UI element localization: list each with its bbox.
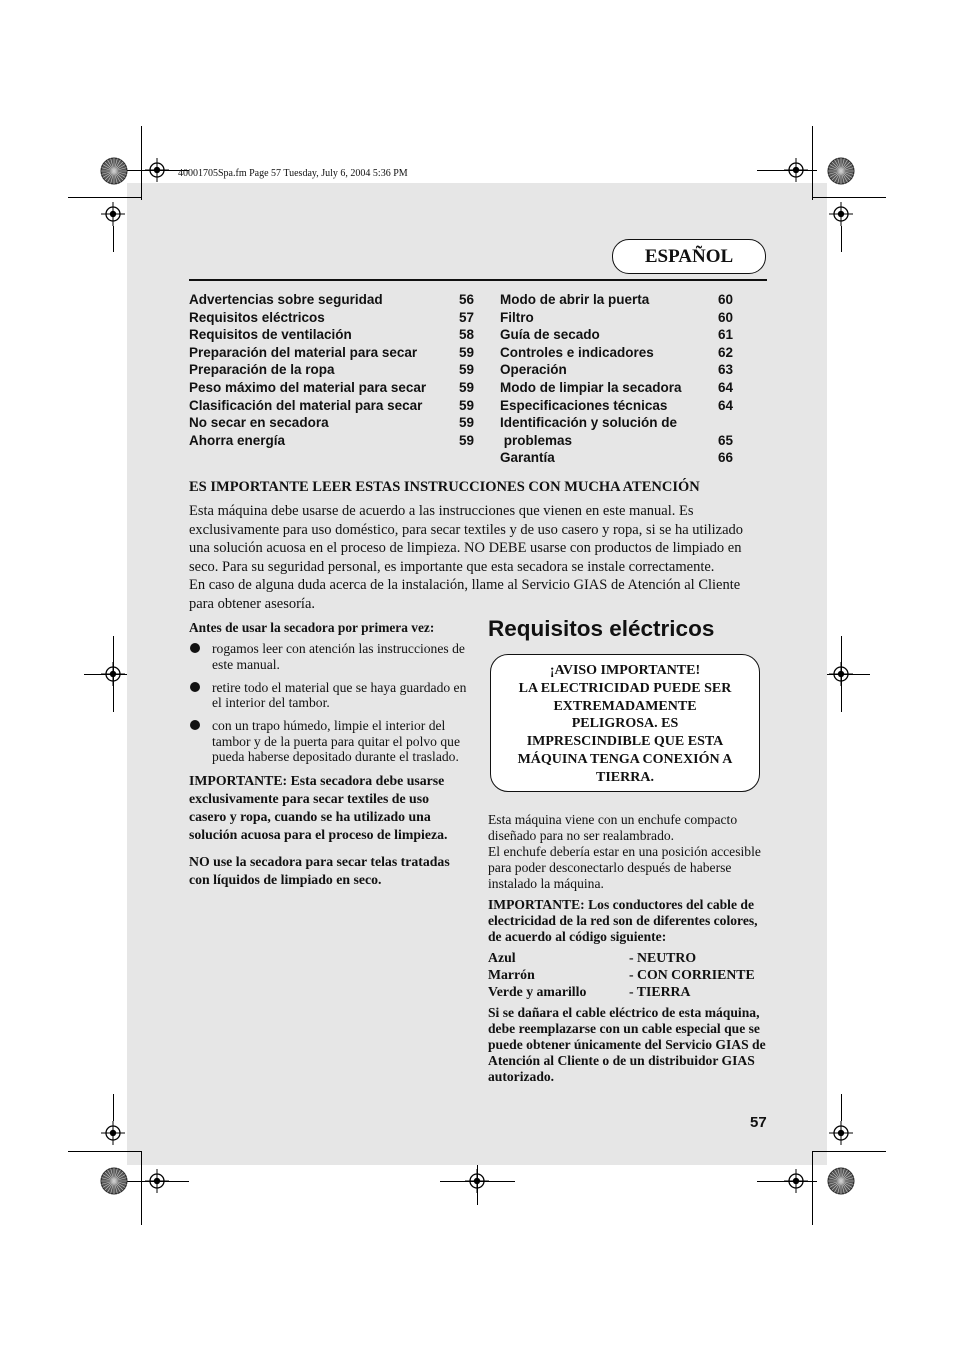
wire-row [488,949,770,966]
warning-line: MÁQUINA TENGA CONEXIÓN A [517,751,733,767]
warning-line: ¡AVISO IMPORTANTE! [549,663,701,678]
toc-entry-page: 60 [718,309,734,325]
list-item [189,718,469,764]
toc-entry-label: Operación [500,362,567,378]
crop-line [141,126,142,200]
toc-entry [500,344,740,362]
toc-entry-page: 59 [459,432,475,448]
toc-entry-page: 57 [459,309,475,325]
list-item [189,680,469,711]
list-item [189,641,469,672]
color-target-icon [100,157,128,185]
wire-meaning: - TIERRA [629,984,691,1000]
intro-text [189,502,767,613]
dry-clean-warning: NO use la secadora para secar telas tratadas con líquidos de limpiado en seco. [189,854,450,888]
list-item-text: con un trapo húmedo, limpie el interior del tambor y de la puerta para quitar el polvo que pueda haberse depositado durante el traslado. [212,718,460,765]
list-item-text: retire todo el material que se haya guardado en el interior del tambor. [212,679,467,711]
toc-entry [189,291,477,309]
cable-colors-note: IMPORTANTE: Los conductores del cable de electricidad de la red son de diferentes colores, de acuerdo al código siguiente: [488,896,758,944]
warning-line: IMPRESCINDIBLE QUE ESTA [526,734,724,750]
toc-left-column [189,291,477,449]
toc-entry-label: Requisitos eléctricos [189,309,325,325]
wire-row [488,966,770,983]
toc-entry-label: Requisitos de ventilación [189,327,352,343]
warning-line: LA ELECTRICIDAD PUEDE SER [518,680,732,696]
toc-entry-page: 61 [718,327,734,343]
wire-meaning: - NEUTRO [629,949,697,965]
toc-entry [500,291,740,309]
electric-warning-box [490,654,760,792]
toc-entry-page: 58 [459,327,475,343]
page-number: 57 [750,1114,767,1131]
plug-paragraph: Esta máquina viene con un enchufe compacto diseñado para no ser realambrado. [488,811,738,843]
wire-color-table [488,949,770,1001]
toc-entry [500,397,740,415]
toc-entry-page: 66 [718,450,734,466]
toc-entry-page: 62 [718,344,734,360]
crop-line [113,226,114,252]
crop-line [68,1151,141,1152]
toc-entry [500,449,740,467]
toc-entry [189,361,477,379]
bullet-icon [190,643,200,653]
right-column [488,614,770,1085]
crop-line [477,1165,478,1205]
important-usage-note: IMPORTANTE: Esta secadora debe usarse exclusivamente para secar textiles de uso casero y ropa, cuando se ha utilizado una solución acuosa para el proceso de limpieza. [189,773,448,843]
toc-right-column [500,291,740,467]
color-target-icon [827,157,855,185]
toc-entry-page: 63 [718,362,734,378]
toc-entry [189,379,477,397]
important-heading: ES IMPORTANTE LEER ESTAS INSTRUCCIONES CON MUCHA ATENCIÓN [189,479,700,495]
warning-line: EXTREMADAMENTE [553,698,697,714]
toc-entry-label: Guía de secado [500,327,600,343]
intro-paragraph: En caso de alguna duda acerca de la instalación, llame al Servicio GIAS de Atención al Cliente para obtener asesoría. [189,577,741,612]
intro-paragraph: Esta máquina debe usarse de acuerdo a las instrucciones que vienen en este manual. Es exclusivamente para uso doméstico, para secar textiles y de uso casero y ropa, si se ha utilizado una solución acuosa en el proceso de limpieza. NO DEBE usarse con productos de limpiado en seco. Para su seguridad personal, es importante que esta secadora se instale correctamente. [189,503,744,575]
toc-entry [189,309,477,327]
color-target-icon [100,1167,128,1195]
toc-entry-label: Filtro [500,309,534,325]
wire-meaning: - CON CORRIENTE [629,966,755,982]
toc-entry-page: 56 [459,292,475,307]
first-use-subheading: Antes de usar la secadora por primera vez: [189,620,435,635]
header-rule [189,279,767,281]
toc-entry [500,414,740,432]
toc-entry [189,326,477,344]
toc-entry-page: 59 [459,362,475,378]
registration-mark-icon [101,662,125,686]
crop-line [813,197,886,198]
toc-entry-page: 65 [718,432,734,448]
section-title: Requisitos eléctricos [488,616,715,641]
crop-line [440,1181,515,1182]
toc-entry [500,361,740,379]
warning-line: TIERRA. [596,769,654,785]
toc-entry [189,432,477,450]
wire-color: Azul [488,949,516,965]
registration-mark-icon [101,202,125,226]
left-column [189,620,469,898]
crop-line [127,1181,189,1182]
crop-line [841,1094,842,1121]
toc-entry-page: 60 [718,292,734,307]
toc-entry-page: 59 [459,379,475,395]
toc-entry [500,379,740,397]
registration-mark-icon [829,662,853,686]
crop-line [113,1094,114,1121]
toc-entry-label: Advertencias sobre seguridad [189,292,383,307]
crop-line [812,1151,813,1225]
toc-entry-page: 64 [718,379,734,395]
toc-entry-label: Identificación y solución de [500,415,678,431]
bullet-icon [190,720,200,730]
toc-entry-label: Preparación de la ropa [189,362,335,378]
toc-entry [500,326,740,344]
crop-line [757,1181,817,1182]
crop-line [841,226,842,252]
plug-paragraph: El enchufe debería estar en una posición accesible para poder desconectarlo después de haberse instalado la máquina. [488,843,761,891]
toc-entry-page: 64 [718,397,734,413]
toc-entry [500,309,740,327]
toc-entry-page: 59 [459,344,475,360]
toc-entry-label: Controles e indicadores [500,344,654,360]
toc-entry-label: Modo de abrir la puerta [500,292,650,307]
registration-mark-icon [145,158,169,182]
toc-entry [189,397,477,415]
toc-entry-page: 59 [459,397,475,413]
wire-row [488,983,770,1000]
damaged-cable-note: Si se dañara el cable eléctrico de esta máquina, debe reemplazarse con un cable especial que se puede obtener únicamente del Servicio GIAS de Atención al Cliente o de un distribuidor GIAS autorizado. [488,1005,766,1085]
toc-entry-label: No secar en secadora [189,415,329,431]
wire-color: Verde y amarillo [488,984,587,1000]
warning-line: PELIGROSA. ES [571,716,679,732]
bullet-icon [190,682,200,692]
toc-entry-label: Preparación del material para secar [189,344,418,360]
list-item-text: rogamos leer con atención las instrucciones de este manual. [212,641,465,672]
first-use-list [189,641,469,764]
toc-entry [189,344,477,362]
toc-entry-label: Peso máximo del material para secar [189,379,427,395]
color-target-icon [827,1167,855,1195]
crop-line [68,197,141,198]
toc-entry-label: problemas [500,432,573,448]
toc-entry [189,414,477,432]
toc-entry-label: Clasificación del material para secar [189,397,423,413]
registration-mark-icon [829,1121,853,1145]
toc-entry [500,432,740,450]
toc-entry-label: Ahorra energía [189,432,286,448]
toc-entry-label: Modo de limpiar la secadora [500,379,682,395]
language-badge: ESPAÑOL [612,239,766,274]
registration-mark-icon [784,158,808,182]
plug-info [488,812,770,892]
wire-color: Marrón [488,966,535,982]
toc-entry-page: 59 [459,415,475,431]
registration-mark-icon [101,1121,125,1145]
toc-entry-label: Garantía [500,450,555,466]
crop-line [812,126,813,200]
file-header: 40001705Spa.fm Page 57 Tuesday, July 6, 2004 5:36 PM [178,168,408,179]
registration-mark-icon [829,202,853,226]
crop-line [813,1151,886,1152]
toc-entry-label: Especificaciones técnicas [500,397,668,413]
crop-line [141,1151,142,1225]
